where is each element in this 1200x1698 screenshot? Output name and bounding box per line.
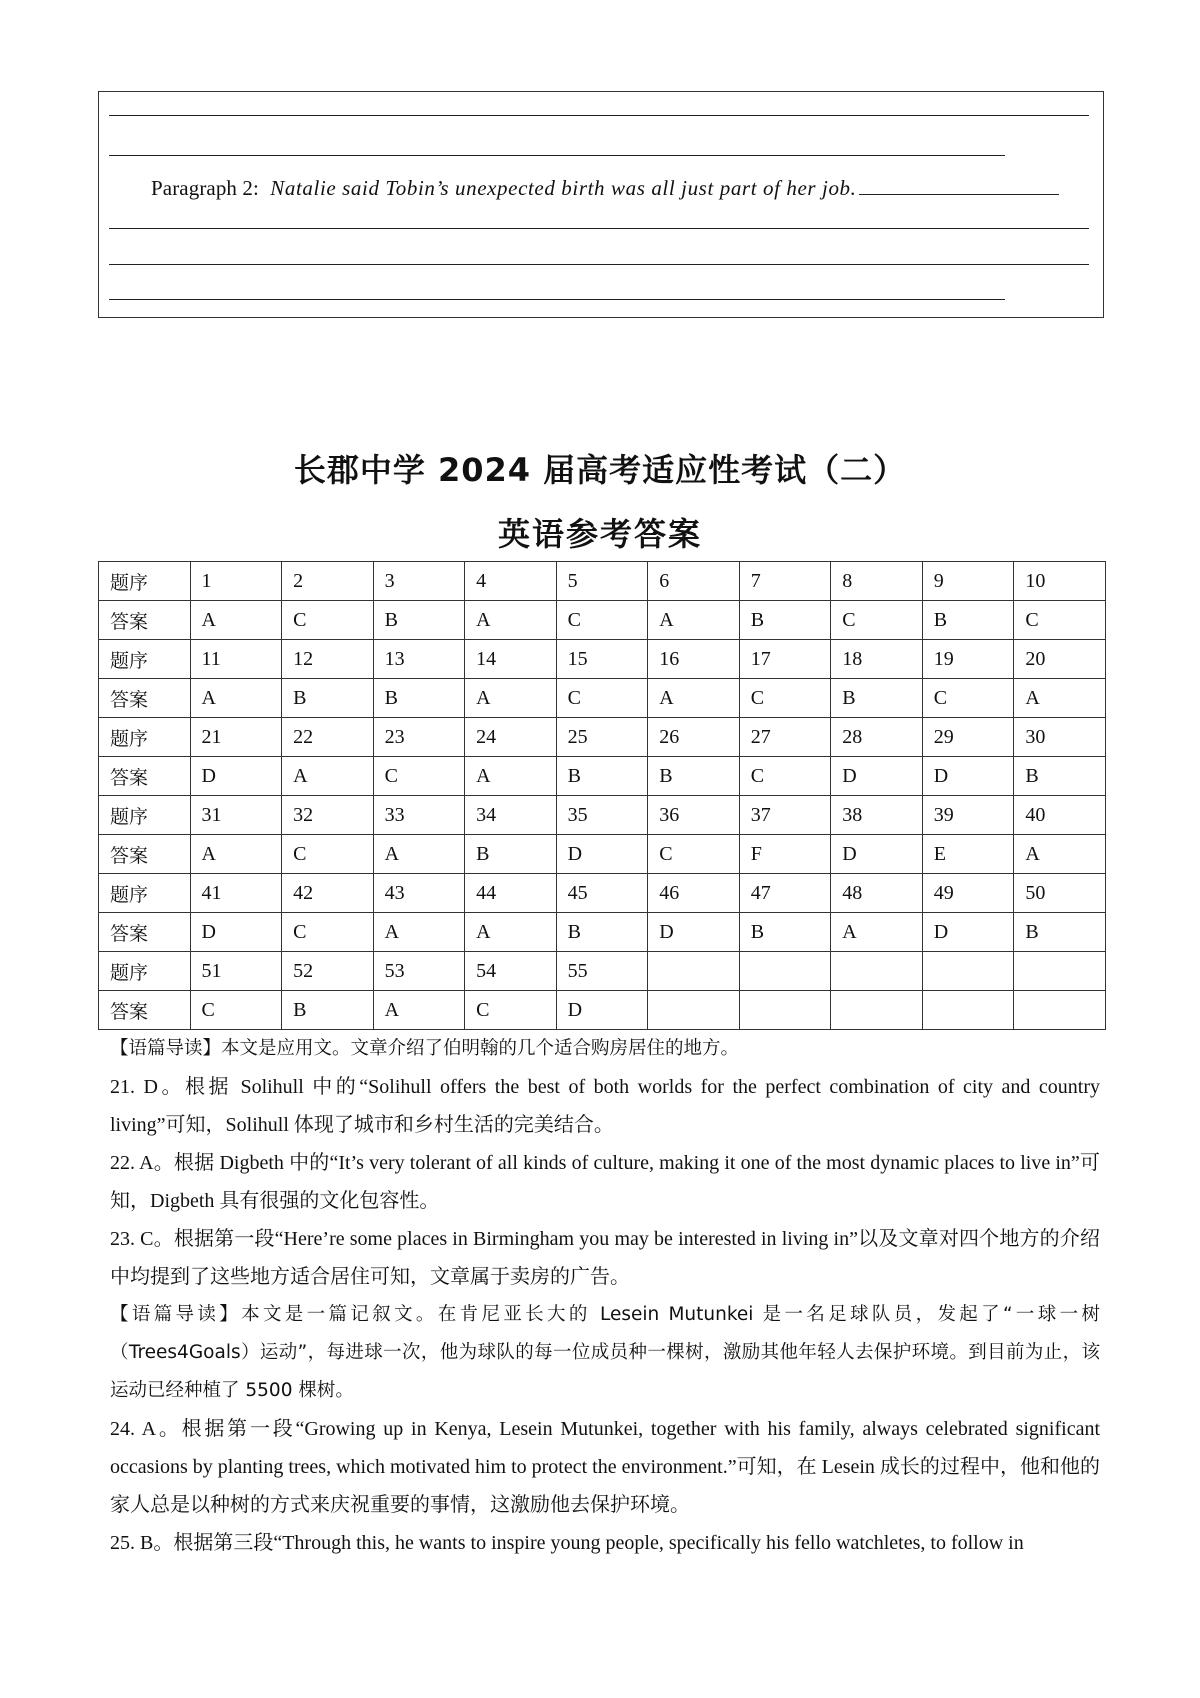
- question-number-cell: 53: [373, 952, 465, 991]
- answer-cell: B: [373, 601, 465, 640]
- answer-cell: C: [922, 679, 1014, 718]
- question-number-cell: 18: [831, 640, 923, 679]
- answer-row: [99, 913, 1106, 952]
- question-number-cell: 51: [190, 952, 282, 991]
- answer-cell: A: [373, 991, 465, 1030]
- question-number-cell: 8: [831, 562, 923, 601]
- writing-line: [109, 115, 1089, 116]
- paragraph-2-prompt: [151, 176, 1059, 201]
- question-number-cell: 13: [373, 640, 465, 679]
- answer-row: [99, 757, 1106, 796]
- question-number-cell: 44: [465, 874, 557, 913]
- question-number-cell: 15: [556, 640, 648, 679]
- row-label: 题序: [99, 952, 191, 991]
- answer-row: [99, 835, 1106, 874]
- row-label: 题序: [99, 796, 191, 835]
- answer-cell: A: [465, 757, 557, 796]
- answer-cell: A: [373, 913, 465, 952]
- question-number-cell: 43: [373, 874, 465, 913]
- explanation-item: 25. B。根据第三段“Through this, he wants to inspire young people, specifically his fello watchletes, to follow in: [110, 1532, 1024, 1554]
- writing-line: [109, 264, 1089, 265]
- answer-cell: B: [282, 679, 374, 718]
- answer-cell: [831, 991, 923, 1030]
- answer-cell: B: [739, 913, 831, 952]
- question-number-cell: 40: [1014, 796, 1106, 835]
- question-number-cell: 14: [465, 640, 557, 679]
- answer-cell: [739, 991, 831, 1030]
- answer-cell: C: [556, 601, 648, 640]
- exam-subtitle: 英语参考答案: [497, 515, 702, 553]
- exam-title: 长郡中学 2024 届高考适应性考试（二）: [293, 451, 907, 489]
- question-number-cell: 35: [556, 796, 648, 835]
- answer-cell: D: [922, 913, 1014, 952]
- question-number-cell: 1: [190, 562, 282, 601]
- explanation-item: 23. C。根据第一段“Here’re some places in Birmingham you may be interested in living in”以及文章对四个地方的介绍中均提到了这些地方适合居住可知，文章属于卖房的广告。: [110, 1228, 1100, 1288]
- answer-cell: B: [556, 913, 648, 952]
- question-number-cell: 47: [739, 874, 831, 913]
- answer-cell: A: [648, 601, 740, 640]
- answer-cell: C: [556, 679, 648, 718]
- answer-cell: C: [282, 913, 374, 952]
- question-number-cell: 7: [739, 562, 831, 601]
- answer-cell: [1014, 991, 1106, 1030]
- row-label: 题序: [99, 562, 191, 601]
- question-number-row: [99, 562, 1106, 601]
- question-number-cell: 29: [922, 718, 1014, 757]
- question-number-cell: 10: [1014, 562, 1106, 601]
- answer-cell: B: [739, 601, 831, 640]
- row-label: 答案: [99, 679, 191, 718]
- question-number-cell: 42: [282, 874, 374, 913]
- question-number-cell: 11: [190, 640, 282, 679]
- answer-cell: D: [648, 913, 740, 952]
- question-number-cell: 16: [648, 640, 740, 679]
- answer-cell: A: [465, 679, 557, 718]
- question-number-cell: 22: [282, 718, 374, 757]
- question-number-cell: 45: [556, 874, 648, 913]
- question-number-cell: 46: [648, 874, 740, 913]
- passage-guide: 【语篇导读】本文是应用文。文章介绍了伯明翰的几个适合购房居住的地方。: [110, 1038, 740, 1059]
- question-number-row: [99, 640, 1106, 679]
- writing-line: [109, 228, 1089, 229]
- question-number-cell: 54: [465, 952, 557, 991]
- answer-cell: D: [922, 757, 1014, 796]
- answer-cell: A: [190, 601, 282, 640]
- question-number-cell: 48: [831, 874, 923, 913]
- question-number-cell: 5: [556, 562, 648, 601]
- question-number-cell: 32: [282, 796, 374, 835]
- answer-cell: D: [556, 835, 648, 874]
- question-number-cell: 38: [831, 796, 923, 835]
- answer-cell: A: [648, 679, 740, 718]
- answer-cell: B: [831, 679, 923, 718]
- answer-cell: A: [373, 835, 465, 874]
- answer-row: [99, 601, 1106, 640]
- question-number-cell: 33: [373, 796, 465, 835]
- answer-cell: B: [373, 679, 465, 718]
- row-label: 题序: [99, 640, 191, 679]
- question-number-cell: 4: [465, 562, 557, 601]
- question-number-row: [99, 718, 1106, 757]
- answer-cell: B: [1014, 757, 1106, 796]
- question-number-row: [99, 874, 1106, 913]
- question-number-cell: [922, 952, 1014, 991]
- row-label: 答案: [99, 601, 191, 640]
- row-label: 答案: [99, 835, 191, 874]
- question-number-cell: 12: [282, 640, 374, 679]
- question-number-cell: 34: [465, 796, 557, 835]
- answer-cell: B: [1014, 913, 1106, 952]
- question-number-row: [99, 952, 1106, 991]
- question-number-cell: 31: [190, 796, 282, 835]
- explanation-item: 21. D。根据 Solihull 中的“Solihull offers the best of both worlds for the perfect combination of city and country living”可知，Solihull 体现了城市和乡村生活的完美结合。: [110, 1076, 1100, 1136]
- passage-guide: 【语篇导读】本文是一篇记叙文。在肯尼亚长大的 Lesein Mutunkei 是一名足球队员，发起了“一球一树（Trees4Goals）运动”，每进球一次，他为球队的每一位成员种一棵树，激励其他年轻人去保护环境。到目前为止，该运动已经种植了 5500 棵树。: [110, 1304, 1100, 1401]
- question-number-cell: 3: [373, 562, 465, 601]
- question-number-cell: 9: [922, 562, 1014, 601]
- question-number-cell: 30: [1014, 718, 1106, 757]
- question-number-cell: [739, 952, 831, 991]
- answer-cell: A: [465, 601, 557, 640]
- answer-cell: C: [831, 601, 923, 640]
- question-number-cell: 19: [922, 640, 1014, 679]
- answer-row: [99, 679, 1106, 718]
- answer-cell: C: [282, 601, 374, 640]
- question-number-cell: 41: [190, 874, 282, 913]
- question-number-cell: 20: [1014, 640, 1106, 679]
- question-number-cell: 23: [373, 718, 465, 757]
- answer-cell: B: [282, 991, 374, 1030]
- question-number-cell: 28: [831, 718, 923, 757]
- question-number-cell: 52: [282, 952, 374, 991]
- paragraph-2-quote: Natalie said Tobin’s unexpected birth was all just part of her job.: [270, 176, 857, 200]
- row-label: 题序: [99, 874, 191, 913]
- answer-cell: [648, 991, 740, 1030]
- row-label: 答案: [99, 991, 191, 1030]
- answer-cell: A: [190, 679, 282, 718]
- answer-cell: C: [373, 757, 465, 796]
- answer-cell: D: [190, 757, 282, 796]
- question-number-cell: 24: [465, 718, 557, 757]
- question-number-cell: 39: [922, 796, 1014, 835]
- question-number-cell: 55: [556, 952, 648, 991]
- writing-answer-box: [98, 91, 1104, 318]
- explanation-item: 24. A。根据第一段“Growing up in Kenya, Lesein Mutunkei, together with his family, always celebrated significant occasions by planting trees, which motivated him to protect the environment.”可知，在 Lesein 成长的过程中，他和他的家人总是以种树的方式来庆祝重要的事情，这激励他去保护环境。: [110, 1418, 1100, 1516]
- explanation-item: 22. A。根据 Digbeth 中的“It’s very tolerant of all kinds of culture, making it one of the most dynamic places to live in”可知，Digbeth 具有很强的文化包容性。: [110, 1152, 1100, 1212]
- answer-cell: C: [190, 991, 282, 1030]
- question-number-cell: [648, 952, 740, 991]
- writing-line: [109, 155, 1005, 156]
- answer-cell: D: [190, 913, 282, 952]
- question-number-cell: 49: [922, 874, 1014, 913]
- answer-cell: A: [465, 913, 557, 952]
- answer-cell: A: [1014, 835, 1106, 874]
- question-number-cell: [1014, 952, 1106, 991]
- row-label: 答案: [99, 757, 191, 796]
- question-number-cell: 27: [739, 718, 831, 757]
- question-number-cell: 17: [739, 640, 831, 679]
- answer-cell: D: [831, 757, 923, 796]
- question-number-cell: 25: [556, 718, 648, 757]
- row-label: 答案: [99, 913, 191, 952]
- answer-cell: C: [648, 835, 740, 874]
- answer-cell: A: [282, 757, 374, 796]
- answer-cell: D: [831, 835, 923, 874]
- answer-cell: [922, 991, 1014, 1030]
- answer-cell: C: [739, 679, 831, 718]
- writing-line: [109, 299, 1005, 300]
- row-label: 题序: [99, 718, 191, 757]
- answer-cell: C: [1014, 601, 1106, 640]
- answer-cell: E: [922, 835, 1014, 874]
- answer-cell: F: [739, 835, 831, 874]
- answer-cell: B: [648, 757, 740, 796]
- explanations: [110, 1030, 1100, 1562]
- writing-blank: [859, 178, 1059, 195]
- answer-cell: B: [556, 757, 648, 796]
- question-number-cell: 6: [648, 562, 740, 601]
- answer-cell: C: [465, 991, 557, 1030]
- answer-cell: A: [190, 835, 282, 874]
- question-number-cell: 26: [648, 718, 740, 757]
- answer-cell: B: [922, 601, 1014, 640]
- answer-cell: B: [465, 835, 557, 874]
- answer-cell: D: [556, 991, 648, 1030]
- paragraph-2-label: Paragraph 2:: [151, 176, 259, 200]
- question-number-row: [99, 796, 1106, 835]
- question-number-cell: 36: [648, 796, 740, 835]
- question-number-cell: 37: [739, 796, 831, 835]
- answer-row: [99, 991, 1106, 1030]
- question-number-cell: 50: [1014, 874, 1106, 913]
- question-number-cell: 21: [190, 718, 282, 757]
- answer-cell: A: [1014, 679, 1106, 718]
- question-number-cell: [831, 952, 923, 991]
- answer-table: [98, 561, 1106, 1030]
- answer-cell: A: [831, 913, 923, 952]
- question-number-cell: 2: [282, 562, 374, 601]
- answer-cell: C: [739, 757, 831, 796]
- answer-cell: C: [282, 835, 374, 874]
